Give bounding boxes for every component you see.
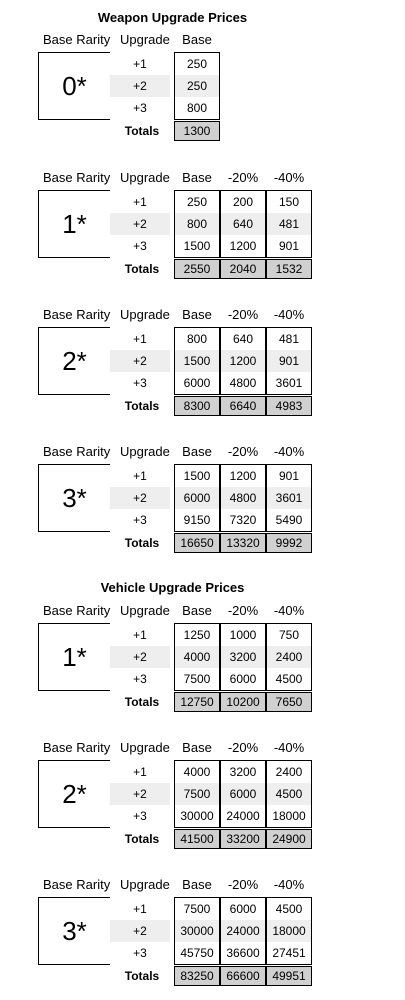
- price-cell: 1200: [221, 350, 265, 372]
- header-upgrade: Upgrade: [120, 32, 170, 47]
- total-cell: 33200: [220, 829, 266, 849]
- weapon-rarity-2-table: [0, 307, 405, 419]
- price-cell: 4500: [275, 672, 303, 686]
- price-cell: 150: [278, 195, 300, 209]
- price-cell: 30000: [175, 920, 219, 942]
- upgrade-level: +3: [133, 376, 147, 390]
- price-cell: 18000: [267, 920, 311, 942]
- upgrade-level: +2: [110, 920, 170, 942]
- total-cell: 1300: [174, 121, 220, 141]
- column-frame: [220, 327, 266, 395]
- header-column: -40%: [273, 444, 305, 459]
- price-cell: 750: [278, 628, 300, 642]
- header-base-rarity: Base Rarity: [43, 877, 111, 892]
- total-cell: 66600: [220, 966, 266, 986]
- rarity-label: 1*: [38, 190, 110, 258]
- total-cell: 6640: [220, 396, 266, 416]
- price-cell: 481: [267, 213, 311, 235]
- column-frame: [220, 464, 266, 532]
- total-cell: 13320: [220, 533, 266, 553]
- header-column: Base: [182, 877, 212, 892]
- totals-label: Totals: [124, 832, 160, 846]
- total-cell: 7650: [266, 692, 312, 712]
- price-cell: 1500: [183, 469, 211, 483]
- price-cell: 36600: [226, 946, 260, 960]
- weapon-section-title: Weapon Upgrade Prices: [97, 10, 248, 25]
- totals-label: Totals: [124, 262, 160, 276]
- price-cell: 24000: [221, 920, 265, 942]
- column-frame: [174, 464, 220, 532]
- price-cell: 1200: [229, 469, 257, 483]
- header-column: Base: [182, 32, 212, 47]
- upgrade-level: +3: [133, 101, 147, 115]
- price-cell: 3601: [267, 487, 311, 509]
- price-cell: 4500: [275, 902, 303, 916]
- price-cell: 7500: [183, 902, 211, 916]
- rarity-label: 2*: [38, 327, 110, 395]
- column-frame: [220, 760, 266, 828]
- price-cell: 250: [175, 75, 219, 97]
- total-cell: 2550: [174, 259, 220, 279]
- total-cell: 12750: [174, 692, 220, 712]
- total-cell: 9992: [266, 533, 312, 553]
- price-cell: 250: [186, 57, 208, 71]
- header-column: Base: [182, 170, 212, 185]
- header-base-rarity: Base Rarity: [43, 740, 111, 755]
- header-base-rarity: Base Rarity: [43, 32, 111, 47]
- upgrade-level: +3: [133, 672, 147, 686]
- header-base-rarity: Base Rarity: [43, 307, 111, 322]
- header-upgrade: Upgrade: [120, 170, 170, 185]
- header-column: -40%: [273, 603, 305, 618]
- upgrade-level: +1: [133, 902, 147, 916]
- upgrade-level: +2: [110, 75, 170, 97]
- price-cell: 18000: [272, 809, 306, 823]
- header-column: -20%: [227, 740, 259, 755]
- price-cell: 7500: [183, 672, 211, 686]
- column-frame: [174, 760, 220, 828]
- column-frame: [266, 190, 312, 258]
- price-cell: 1000: [229, 628, 257, 642]
- vehicle-rarity-2-table: [0, 740, 405, 852]
- price-cell: 2400: [267, 646, 311, 668]
- upgrade-level: +1: [133, 332, 147, 346]
- column-frame: [266, 327, 312, 395]
- price-cell: 7500: [175, 783, 219, 805]
- vehicle-rarity-3-table: [0, 877, 405, 989]
- header-column: -40%: [273, 170, 305, 185]
- column-frame: [220, 623, 266, 691]
- price-cell: 4000: [175, 646, 219, 668]
- column-frame: [220, 190, 266, 258]
- total-cell: 1532: [266, 259, 312, 279]
- header-upgrade: Upgrade: [120, 740, 170, 755]
- price-cell: 7320: [229, 513, 257, 527]
- header-column: Base: [182, 307, 212, 322]
- header-column: -20%: [227, 877, 259, 892]
- weapon-rarity-1-table: [0, 170, 405, 282]
- total-cell: 8300: [174, 396, 220, 416]
- price-cell: 27451: [272, 946, 306, 960]
- price-cell: 2400: [275, 765, 303, 779]
- price-cell: 800: [175, 213, 219, 235]
- price-cell: 1500: [175, 350, 219, 372]
- price-cell: 901: [278, 469, 300, 483]
- price-cell: 1250: [183, 628, 211, 642]
- column-frame: [266, 623, 312, 691]
- total-cell: 49951: [266, 966, 312, 986]
- price-cell: 4500: [267, 783, 311, 805]
- header-column: -40%: [273, 740, 305, 755]
- price-cell: 901: [267, 350, 311, 372]
- header-column: -40%: [273, 307, 305, 322]
- upgrade-level: +2: [110, 350, 170, 372]
- price-cell: 1200: [229, 239, 257, 253]
- price-cell: 30000: [180, 809, 214, 823]
- header-upgrade: Upgrade: [120, 307, 170, 322]
- totals-label: Totals: [124, 695, 160, 709]
- header-column: -20%: [227, 307, 259, 322]
- totals-label: Totals: [124, 969, 160, 983]
- upgrade-level: +1: [133, 57, 147, 71]
- price-cell: 250: [186, 195, 208, 209]
- price-cell: 3200: [221, 646, 265, 668]
- price-cell: 24000: [226, 809, 260, 823]
- price-cell: 6000: [229, 902, 257, 916]
- header-column: -20%: [227, 444, 259, 459]
- price-cell: 901: [278, 239, 300, 253]
- totals-label: Totals: [124, 124, 160, 138]
- weapon-rarity-0-table: [0, 32, 405, 144]
- upgrade-level: +2: [110, 783, 170, 805]
- column-frame: [220, 897, 266, 965]
- header-column: Base: [182, 603, 212, 618]
- price-cell: 200: [232, 195, 254, 209]
- header-upgrade: Upgrade: [120, 444, 170, 459]
- price-cell: 800: [186, 101, 208, 115]
- upgrade-level: +2: [110, 213, 170, 235]
- price-cell: 6000: [221, 783, 265, 805]
- rarity-label: 1*: [38, 623, 110, 691]
- column-frame: [174, 623, 220, 691]
- upgrade-level: +1: [133, 469, 147, 483]
- price-cell: 481: [278, 332, 300, 346]
- header-base-rarity: Base Rarity: [43, 444, 111, 459]
- header-column: Base: [182, 740, 212, 755]
- price-cell: 640: [221, 213, 265, 235]
- upgrade-level: +1: [133, 765, 147, 779]
- header-base-rarity: Base Rarity: [43, 170, 111, 185]
- price-cell: 6000: [183, 376, 211, 390]
- total-cell: 4983: [266, 396, 312, 416]
- column-frame: [174, 897, 220, 965]
- upgrade-level: +1: [133, 195, 147, 209]
- price-cell: 4000: [183, 765, 211, 779]
- totals-label: Totals: [124, 399, 160, 413]
- rarity-label: 0*: [38, 52, 110, 120]
- header-column: -20%: [227, 170, 259, 185]
- column-frame: [174, 52, 220, 120]
- rarity-label: 3*: [38, 897, 110, 965]
- price-cell: 640: [232, 332, 254, 346]
- column-frame: [266, 464, 312, 532]
- vehicle-rarity-1-table: [0, 603, 405, 715]
- price-cell: 6000: [175, 487, 219, 509]
- header-base-rarity: Base Rarity: [43, 603, 111, 618]
- header-upgrade: Upgrade: [120, 603, 170, 618]
- header-upgrade: Upgrade: [120, 877, 170, 892]
- rarity-label: 3*: [38, 464, 110, 532]
- header-column: -20%: [227, 603, 259, 618]
- total-cell: 16650: [174, 533, 220, 553]
- rarity-label: 2*: [38, 760, 110, 828]
- price-cell: 45750: [180, 946, 214, 960]
- price-cell: 4800: [221, 487, 265, 509]
- column-frame: [174, 327, 220, 395]
- column-frame: [266, 760, 312, 828]
- total-cell: 83250: [174, 966, 220, 986]
- price-cell: 5490: [275, 513, 303, 527]
- upgrade-level: +2: [110, 646, 170, 668]
- price-cell: 3601: [275, 376, 303, 390]
- total-cell: 24900: [266, 829, 312, 849]
- column-frame: [266, 897, 312, 965]
- price-cell: 4800: [229, 376, 257, 390]
- vehicle-section-title: Vehicle Upgrade Prices: [100, 580, 245, 595]
- column-frame: [174, 190, 220, 258]
- upgrade-level: +3: [133, 239, 147, 253]
- price-cell: 6000: [229, 672, 257, 686]
- upgrade-level: +1: [133, 628, 147, 642]
- header-column: -40%: [273, 877, 305, 892]
- price-cell: 9150: [183, 513, 211, 527]
- upgrade-level: +3: [133, 809, 147, 823]
- total-cell: 10200: [220, 692, 266, 712]
- upgrade-level: +3: [133, 513, 147, 527]
- weapon-rarity-3-table: [0, 444, 405, 556]
- total-cell: 41500: [174, 829, 220, 849]
- total-cell: 2040: [220, 259, 266, 279]
- price-cell: 800: [186, 332, 208, 346]
- upgrade-level: +3: [133, 946, 147, 960]
- totals-label: Totals: [124, 536, 160, 550]
- price-cell: 1500: [183, 239, 211, 253]
- header-column: Base: [182, 444, 212, 459]
- price-cell: 3200: [229, 765, 257, 779]
- upgrade-level: +2: [110, 487, 170, 509]
